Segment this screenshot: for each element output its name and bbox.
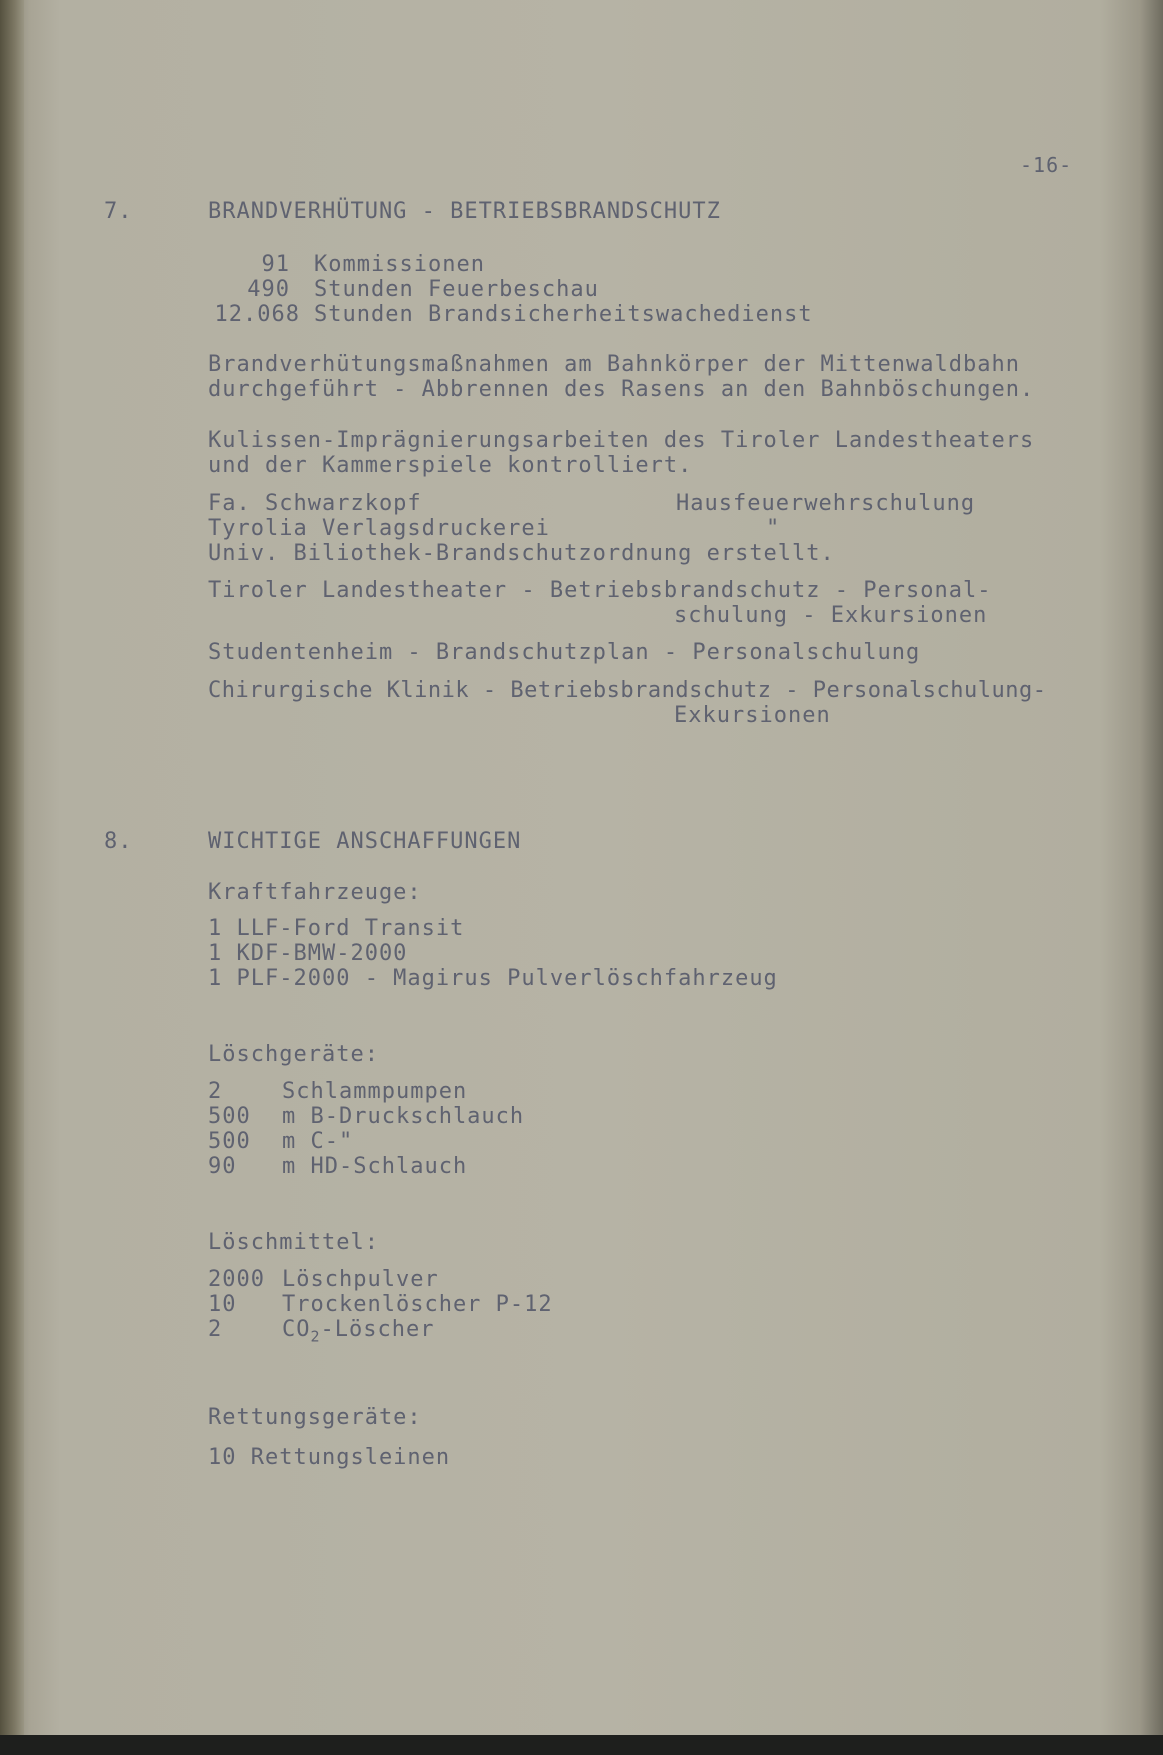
stat-text: Stunden Brandsicherheitswachedienst [314,302,813,327]
co-text: CO [282,1317,311,1342]
section-8-heading: WICHTIGE ANSCHAFFUNGEN [208,829,522,854]
subheading-loeschgeraete: Löschgeräte: [208,1042,379,1067]
paragraph-line: und der Kammerspiele kontrolliert. [208,453,693,478]
qty: 500 [208,1104,251,1129]
stat-value: 12.068 [214,302,300,327]
page-number: -16- [1020,153,1073,177]
section-7-heading: BRANDVERHÜTUNG - BETRIEBSBRANDSCHUTZ [208,199,721,224]
list-item: 1 LLF-Ford Transit [208,916,465,941]
stat-text: Stunden Feuerbeschau [314,277,599,302]
klinik-line: Chirurgische Klinik - Betriebsbrandschutz - Personalschulung- [208,678,1047,703]
subscript-2: 2 [310,1327,321,1346]
univ-line: Univ. Biliothek-Brandschutzordnung erstellt. [208,541,835,566]
item-text: m C-" [282,1129,354,1154]
qty: 500 [208,1129,251,1154]
loescher-text: -Löscher [320,1317,435,1342]
stat-text: Kommissionen [314,252,485,277]
subheading-kraftfahrzeuge: Kraftfahrzeuge: [208,880,422,905]
section-7-number: 7. [104,199,133,224]
subheading-rettungsgeraete: Rettungsgeräte: [208,1405,422,1430]
klinik-line: Exkursionen [674,703,831,728]
scan-bottom-edge [0,1735,1163,1755]
list-item: 1 KDF-BMW-2000 [208,941,408,966]
stat-value: 490 [247,277,290,302]
qty: 2 [208,1079,223,1104]
section-8-number: 8. [104,829,133,854]
paragraph-line: durchgeführt - Abbrennen des Rasens an den Bahnböschungen. [208,377,1035,402]
item-text: m B-Druckschlauch [282,1104,525,1129]
qty: 10 [208,1292,237,1317]
qty: 2000 [208,1267,265,1292]
firm-name: Tyrolia Verlagsdruckerei [208,516,550,541]
qty: 90 [208,1154,237,1179]
item-text: m HD-Schlauch [282,1154,468,1179]
studentenheim-line: Studentenheim - Brandschutzplan - Personalschulung [208,640,921,665]
firm-note-ditto: " [766,516,781,541]
item-text: Schlammpumpen [282,1079,468,1104]
item-text: Trockenlöscher P-12 [282,1292,553,1317]
firm-name: Fa. Schwarzkopf [208,491,422,516]
item-text: Löschpulver [282,1267,439,1292]
list-item: 1 PLF-2000 - Magirus Pulverlöschfahrzeug [208,966,778,991]
firm-note: Hausfeuerwehrschulung [676,491,976,516]
landestheater-line: Tiroler Landestheater - Betriebsbrandschutz - Personal- [208,578,992,603]
landestheater-line: schulung - Exkursionen [674,603,988,628]
subheading-loeschmittel: Löschmittel: [208,1230,379,1255]
paragraph-line: Brandverhütungsmaßnahmen am Bahnkörper der Mittenwaldbahn [208,352,1020,377]
item-text-co2 [282,1317,435,1349]
binding-spine [0,0,24,1755]
qty: 2 [208,1317,223,1342]
list-item: 10 Rettungsleinen [208,1445,451,1470]
stat-value: 91 [261,252,290,277]
paragraph-line: Kulissen-Imprägnierungsarbeiten des Tiroler Landestheaters [208,428,1035,453]
